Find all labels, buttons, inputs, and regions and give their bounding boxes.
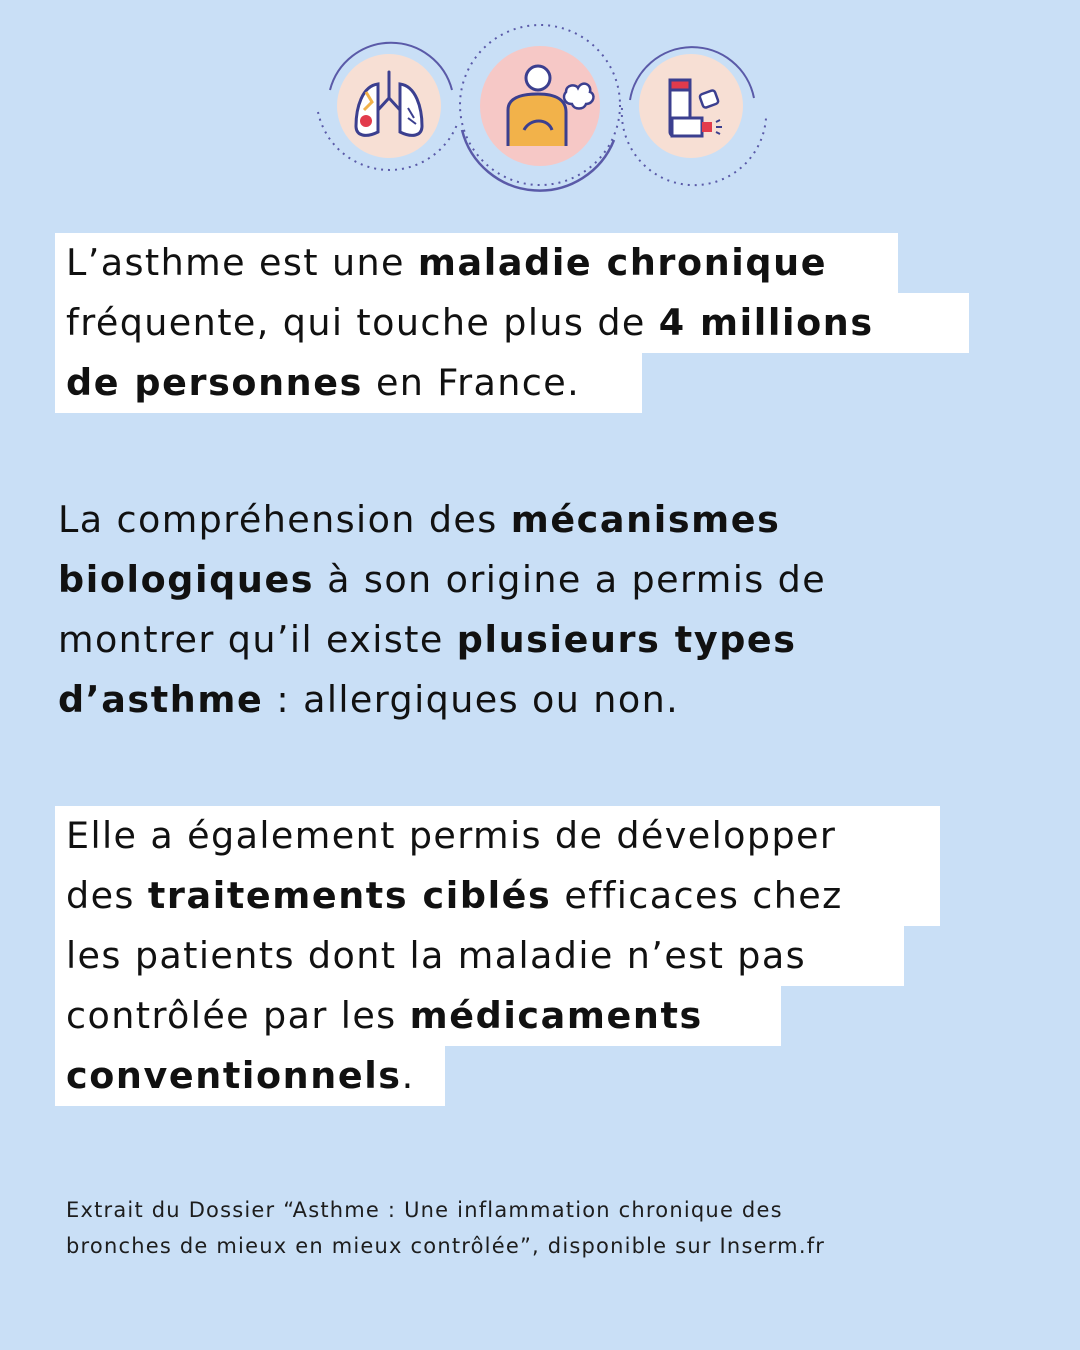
- intro-line-2: fréquente, qui touche plus de 4 millions: [55, 293, 969, 353]
- intro-line-1: L’asthme est une maladie chronique: [55, 233, 898, 293]
- treatments-line-1: Elle a également permis de développer: [55, 806, 940, 866]
- intro-line-3: de personnes en France.: [55, 353, 642, 413]
- treatments-line-3: les patients dont la maladie n’est pas: [55, 926, 904, 986]
- treatments-line-4: contrôlée par les médicaments: [55, 986, 781, 1046]
- person-coughing-icon: [460, 25, 620, 191]
- treatments-line-2: des traitements ciblés efficaces chez: [55, 866, 940, 926]
- illustrations-header: [0, 0, 1080, 200]
- treatments-line-5: conventionnels.: [55, 1046, 445, 1106]
- lungs-icon: [318, 43, 458, 170]
- source-citation: [66, 1192, 825, 1264]
- mechanisms-line-3: montrer qu’il existe plusieurs types: [58, 618, 797, 661]
- mechanisms-line-2: biologiques à son origine a permis de: [58, 558, 827, 601]
- source-line-2: bronches de mieux en mieux contrôlée”, disponible sur Inserm.fr: [66, 1234, 826, 1258]
- source-line-1: Extrait du Dossier “Asthme : Une inflammation chronique des: [66, 1198, 783, 1222]
- mechanisms-line-4: d’asthme : allergiques ou non.: [58, 678, 680, 721]
- inhaler-icon: [622, 47, 766, 185]
- mechanisms-line-1: La compréhension des mécanismes: [58, 498, 781, 541]
